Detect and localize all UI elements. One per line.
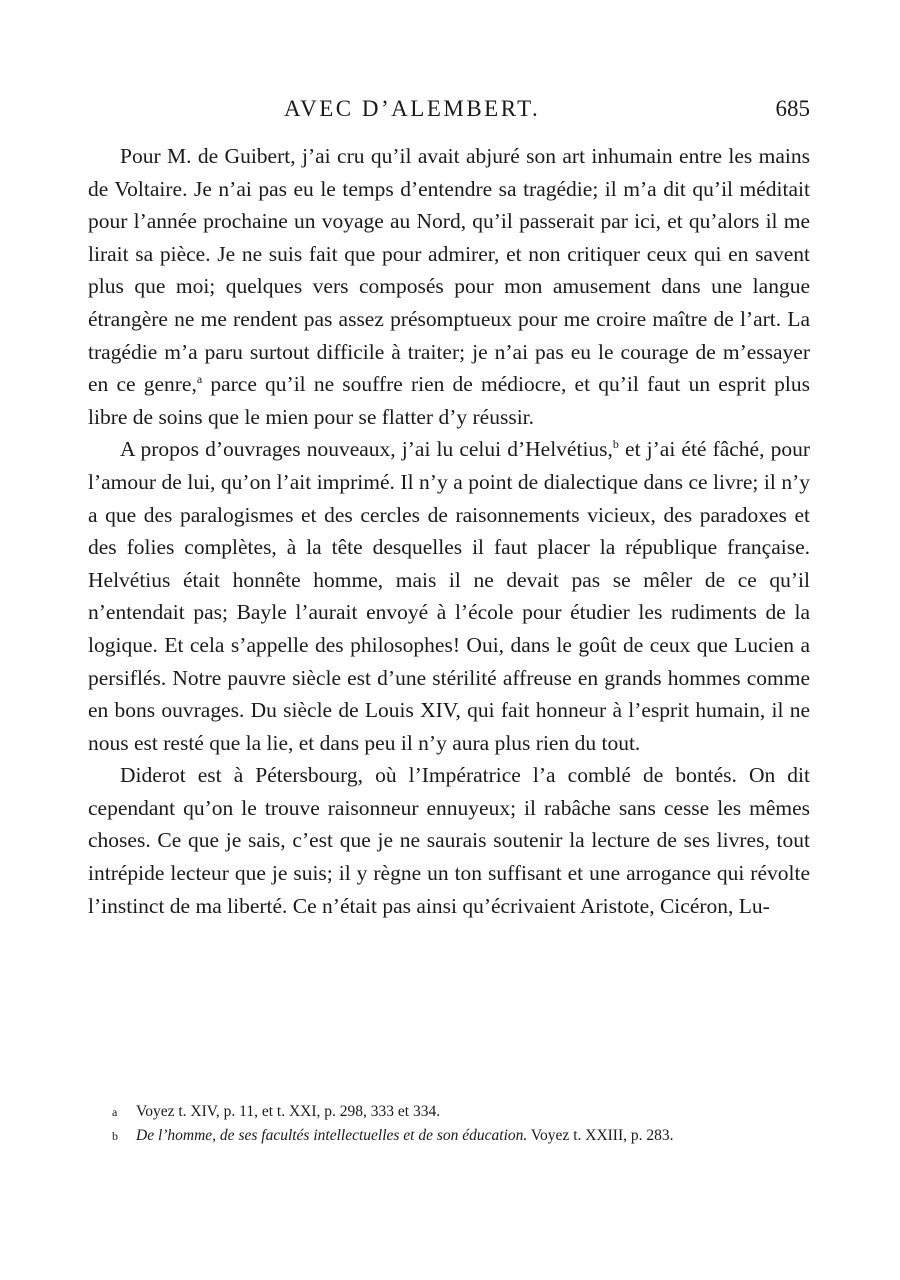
footnote [112, 1124, 812, 1148]
paragraph-text: Pour M. de Guibert, j’ai cru qu’il avait abjuré son art inhumain entre les mains de Voltaire. Je n’ai pas eu le temps d’entendre sa tragédie; il m’a dit qu’il méditait pour l’année prochaine un voyage au Nord, qu’il passerait par ici, et qu’alors il me lirait sa pièce. Je ne suis fait que pour admirer, et non critiquer ceux qui en savent plus que moi; quelques vers composés pour mon amusement dans une langue étrangère ne me rendent pas assez présomptueux pour me croire maître de l’art. La tragédie m’a paru surtout difficile à traiter; je n’ai pas eu le courage de m’essayer en ce genre, [88, 144, 810, 397]
footnote-ref: a [196, 372, 203, 386]
footnotes [112, 1100, 812, 1148]
footnote-book-title: De l’homme, de ses facultés intellectuelles et de son éducation. [136, 1127, 528, 1144]
running-head: AVEC D’ALEMBERT. [284, 96, 541, 121]
footnote-mark: a [112, 1105, 118, 1119]
body-text [88, 140, 810, 922]
paragraph-text: et j’ai été fâché, pour l’amour de lui, qu’on l’ait imprimé. Il n’y a point de dialectique dans ce livre; il n’y a que des paralogismes et des cercles de raisonnements vicieux, des paradoxes et des folies complètes, à la tête desquelles il faut placer la république française. Helvétius était honnête homme, mais il ne devait pas se mêler de ce qu’il n’entendait pas; Bayle l’aurait envoyé à l’école pour étudier les rudiments de la logique. Et cela s’appelle des philosophes! Oui, dans le goût de ceux que Lucien a persiflés. Notre pauvre siècle est d’une stérilité affreuse en grands hommes comme en bons ouvrages. Du siècle de Louis XIV, qui fait honneur à l’esprit humain, il ne nous est resté que la lie, et dans peu il n’y aura plus rien du tout. [88, 437, 810, 755]
footnote-text: Voyez t. XIV, p. 11, et t. XXI, p. 298, 333 et 334. [136, 1103, 441, 1120]
footnote-ref: b [612, 437, 619, 452]
paragraph [88, 759, 810, 922]
paragraph-text: parce qu’il ne souffre rien de médiocre, et qu’il faut un esprit plus libre de soins que le mien pour se flatter d’y réussir. [88, 372, 811, 429]
paragraph-text: A propos d’ouvrages nouveaux, j’ai lu celui d’Helvétius, [120, 437, 613, 462]
page-number: 685 [775, 96, 810, 121]
paragraph-text: Diderot est à Pétersbourg, où l’Impératrice l’a comblé de bontés. On dit cependant qu’on le trouve raisonneur ennuyeux; il rabâche sans cesse les mêmes choses. Ce que je sais, c’est que je ne saurais soutenir la lecture de ses livres, tout intrépide lecteur que je suis; il y règne un ton suffisant et une arrogance qui révolte l’instinct de ma liberté. Ce n’était pas ainsi qu’écrivaient Aristote, Cicéron, Lu- [88, 763, 810, 918]
page-header [88, 96, 810, 128]
footnote-text: Voyez t. XXIII, p. 283. [527, 1127, 674, 1144]
paragraph [88, 433, 810, 759]
paragraph [88, 140, 810, 433]
footnote [112, 1100, 812, 1124]
footnote-mark: b [112, 1129, 118, 1143]
